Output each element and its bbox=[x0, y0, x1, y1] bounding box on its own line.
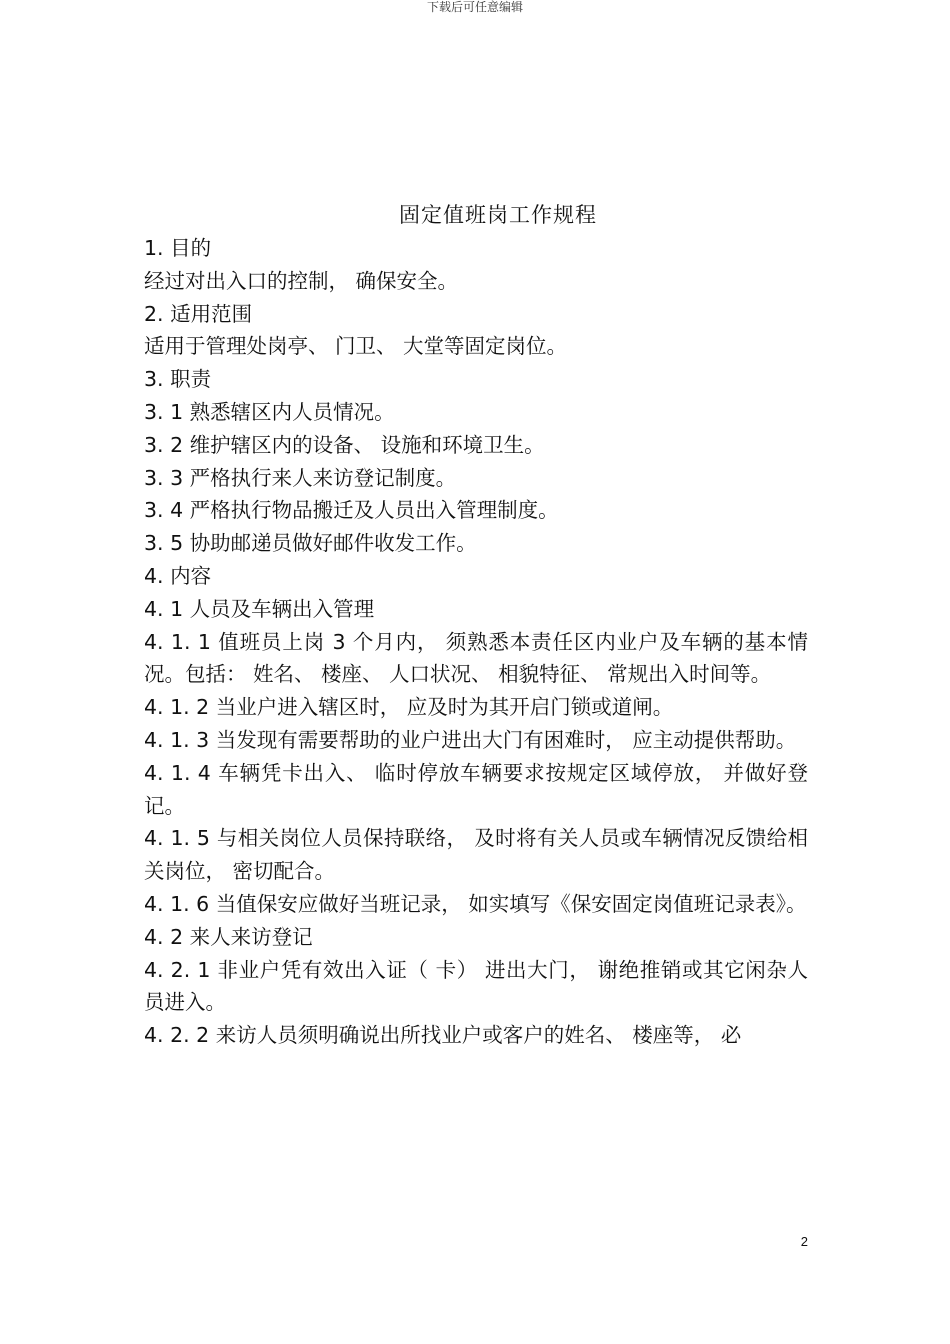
content-item: 4. 1. 6 当值保安应做好当班记录， 如实填写《保安固定岗值班记录表》。 bbox=[144, 891, 807, 916]
duty-item: 3. 2 维护辖区内的设备、 设施和环境卫生。 bbox=[144, 432, 545, 457]
header-note: 下载后可任意编辑 bbox=[426, 0, 523, 14]
content-item: 4. 1. 4 车辆凭卡出入、 临时停放车辆要求按规定区域停放， 并做好登记。 bbox=[144, 760, 808, 818]
content-item: 4. 1. 5 与相关岗位人员保持联络， 及时将有关人员或车辆情况反馈给相关岗位， 密切配合。 bbox=[144, 826, 808, 884]
duty-item: 3. 4 严格执行物品搬迁及人员出入管理制度。 bbox=[144, 498, 559, 523]
heading-purpose: 1. 目的 bbox=[144, 236, 212, 260]
duty-item: 3. 5 协助邮递员做好邮件收发工作。 bbox=[144, 531, 477, 556]
content-item: 4. 1. 3 当发现有需要帮助的业户进出大门有困难时， 应主动提供帮助。 bbox=[144, 727, 797, 752]
paragraph-scope: 适用于管理处岗亭、 门卫、 大堂等固定岗位。 bbox=[144, 334, 568, 359]
heading-duties: 3. 职责 bbox=[144, 367, 212, 392]
content-item: 4. 1. 2 当业户进入辖区时， 应及时为其开启门锁或道闸。 bbox=[144, 695, 674, 720]
duty-item: 3. 1 熟悉辖区内人员情况。 bbox=[144, 399, 395, 424]
document-body bbox=[144, 232, 808, 1052]
subheading-access-management: 4. 1 人员及车辆出入管理 bbox=[144, 596, 375, 621]
subheading-visitor-registration: 4. 2 来人来访登记 bbox=[144, 924, 313, 949]
duty-item: 3. 3 严格执行来人来访登记制度。 bbox=[144, 465, 457, 490]
heading-scope: 2. 适用范围 bbox=[144, 301, 253, 326]
content-item: 4. 2. 1 非业户凭有效出入证（ 卡） 进出大门， 谢绝推销或其它闲杂人员进入。 bbox=[144, 957, 808, 1015]
document-title: 固定值班岗工作规程 bbox=[399, 203, 597, 227]
heading-content: 4. 内容 bbox=[144, 563, 212, 588]
content-item: 4. 1. 1 值班员上岗 3 个月内， 须熟悉本责任区内业户及车辆的基本情况。包括： 姓名、 楼座、 人口状况、 相貌特征、 常规出入时间等。 bbox=[144, 629, 808, 687]
paragraph-purpose: 经过对出入口的控制， 确保安全。 bbox=[144, 268, 459, 293]
page-number: 2 bbox=[800, 1234, 808, 1249]
content-item: 4. 2. 2 来访人员须明确说出所找业户或客户的姓名、 楼座等， 必 bbox=[144, 1023, 742, 1048]
